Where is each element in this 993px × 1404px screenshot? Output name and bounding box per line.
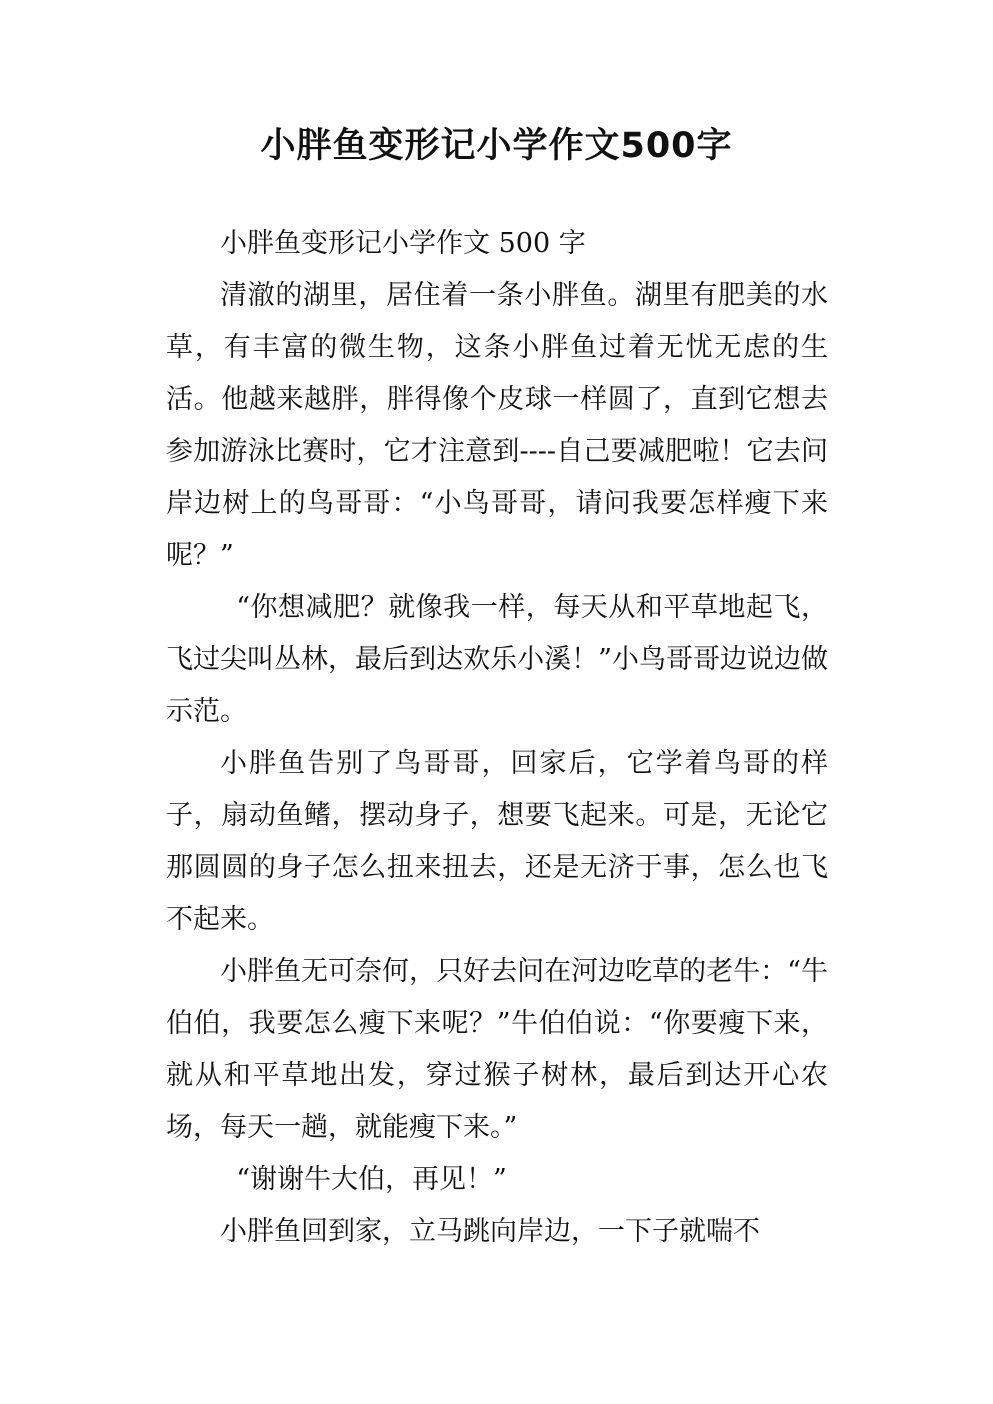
document-body — [166, 218, 828, 1258]
paragraph-2: “你想减肥？就像我一样，每天从和平草地起飞，飞过尖叫丛林，最后到达欢乐小溪！”小鸟哥哥边说边做示范。 — [166, 592, 828, 727]
paragraph-1: 清澈的湖里，居住着一条小胖鱼。湖里有肥美的水草，有丰富的微生物，这条小胖鱼过着无忧无虑的生活。他越来越胖，胖得像个皮球一样圆了，直到它想去参加游泳比赛时，它才注意到----自己要减肥啦！它去问岸边树上的鸟哥哥：“小鸟哥哥，请问我要怎样瘦下来呢？” — [166, 280, 828, 571]
paragraph-5: “谢谢牛大伯，再见！” — [236, 1164, 507, 1195]
paragraph-3: 小胖鱼告别了鸟哥哥，回家后，它学着鸟哥的样子，扇动鱼鳍，摆动身子，想要飞起来。可是，无论它那圆圆的身子怎么扭来扭去，还是无济于事，怎么也飞不起来。 — [166, 748, 828, 935]
paragraph-4: 小胖鱼无可奈何，只好去问在河边吃草的老牛：“牛伯伯，我要怎么瘦下来呢？”牛伯伯说：“你要瘦下来，就从和平草地出发，穿过猴子树林，最后到达开心农场，每天一趟，就能瘦下来。” — [166, 956, 828, 1143]
paragraph-subtitle: 小胖鱼变形记小学作文 500 字 — [220, 228, 586, 259]
document-title: 小胖鱼变形记小学作文500字 — [260, 126, 733, 166]
paragraph-6: 小胖鱼回到家，立马跳向岸边，一下子就喘不 — [220, 1216, 760, 1247]
